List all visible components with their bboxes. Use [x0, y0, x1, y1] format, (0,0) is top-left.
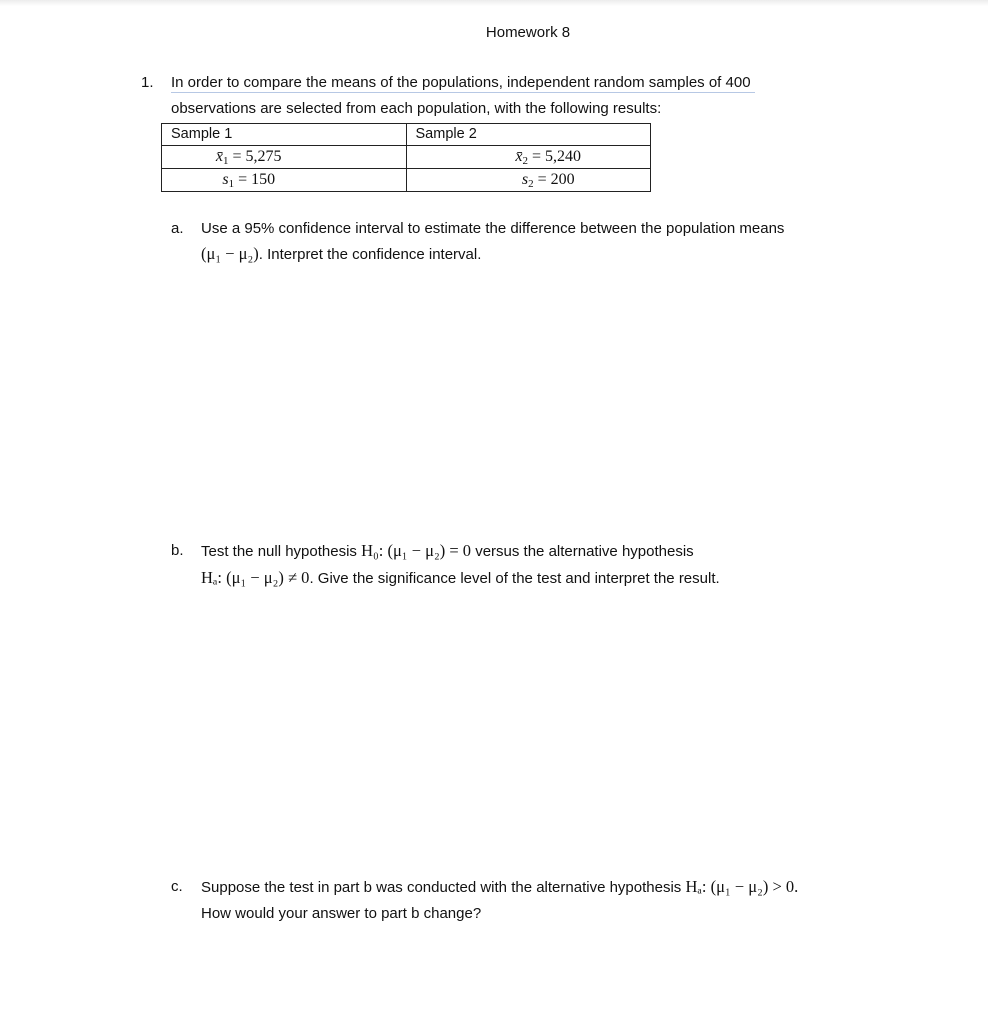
part-b-line-1-text: Test the null hypothesis: [201, 543, 362, 560]
question-text-line-1: In order to compare the means of the populations, independent random samples of 400: [171, 74, 755, 93]
sd-symbol: s: [222, 171, 229, 188]
mean-subscript: 1: [223, 155, 229, 167]
part-a-line-2: [201, 241, 481, 268]
mean-subscript: 2: [522, 155, 529, 167]
sample-1-sd-cell: [162, 169, 407, 192]
table-header-row: [162, 124, 651, 146]
part-b-line-2-text: . Give the significance level of the test and interpret the result.: [309, 570, 720, 587]
part-a-line-1: Use a 95% confidence interval to estimate the difference between the population means: [201, 220, 785, 237]
sample-2-sd-value: = 200: [537, 171, 575, 188]
sample-2-mean-value: = 5,240: [532, 148, 582, 165]
sample-1-sd-value: = 150: [238, 171, 276, 188]
sample-1-mean: [162, 146, 406, 168]
part-c-line-1: [201, 874, 798, 901]
sample-1-mean-value: = 5,275: [232, 148, 282, 165]
part-a-letter: a.: [171, 220, 184, 237]
part-b-line-1-text-2: versus the alternative hypothesis: [471, 543, 694, 560]
part-c-letter: c.: [171, 878, 183, 895]
sample-2-sd: [407, 169, 651, 191]
table-values-row: [162, 146, 651, 169]
part-b-line-2: [201, 565, 720, 592]
sample-1-sd: [162, 169, 406, 191]
sample-statistics-table: [161, 123, 651, 192]
sd-symbol: s: [521, 171, 529, 188]
part-c-alt-hypothesis: Hₐ: (μ₁ − μ₂) > 0: [685, 877, 795, 896]
sample-2-mean-cell: [406, 146, 651, 169]
sd-subscript: 2: [528, 178, 534, 190]
part-a-math: (μ₁ − μ₂): [201, 244, 259, 263]
sd-subscript: 1: [228, 178, 235, 190]
part-b-letter: b.: [171, 542, 184, 559]
sample-2-mean: [407, 146, 651, 168]
part-b-alt-hypothesis: Hₐ: (μ₁ − μ₂) ≠ 0: [201, 568, 310, 587]
part-c-line-1-text: Suppose the test in part b was conducted with the alternative hypothesis: [201, 879, 686, 896]
part-c-line-2: How would your answer to part b change?: [201, 905, 482, 922]
header-sample-1: Sample 1: [162, 124, 407, 146]
mean-symbol: x̄: [215, 148, 224, 165]
table-sd-row: [162, 169, 651, 192]
part-a-line-2-text: . Interpret the confidence interval.: [258, 246, 482, 263]
sample-2-sd-cell: [406, 169, 651, 192]
part-c-period: .: [794, 877, 799, 896]
part-b-null-hypothesis: H₀: (μ₁ − μ₂) = 0: [361, 541, 472, 560]
page-title: Homework 8: [485, 24, 571, 41]
part-b-line-1: [201, 538, 694, 565]
sample-1-mean-cell: [162, 146, 407, 169]
header-sample-2: Sample 2: [406, 124, 651, 146]
page-top-edge: [0, 0, 988, 6]
question-text-line-2: observations are selected from each population, with the following results:: [171, 100, 662, 117]
mean-symbol: x̄: [515, 148, 523, 165]
question-number: 1.: [141, 74, 154, 91]
